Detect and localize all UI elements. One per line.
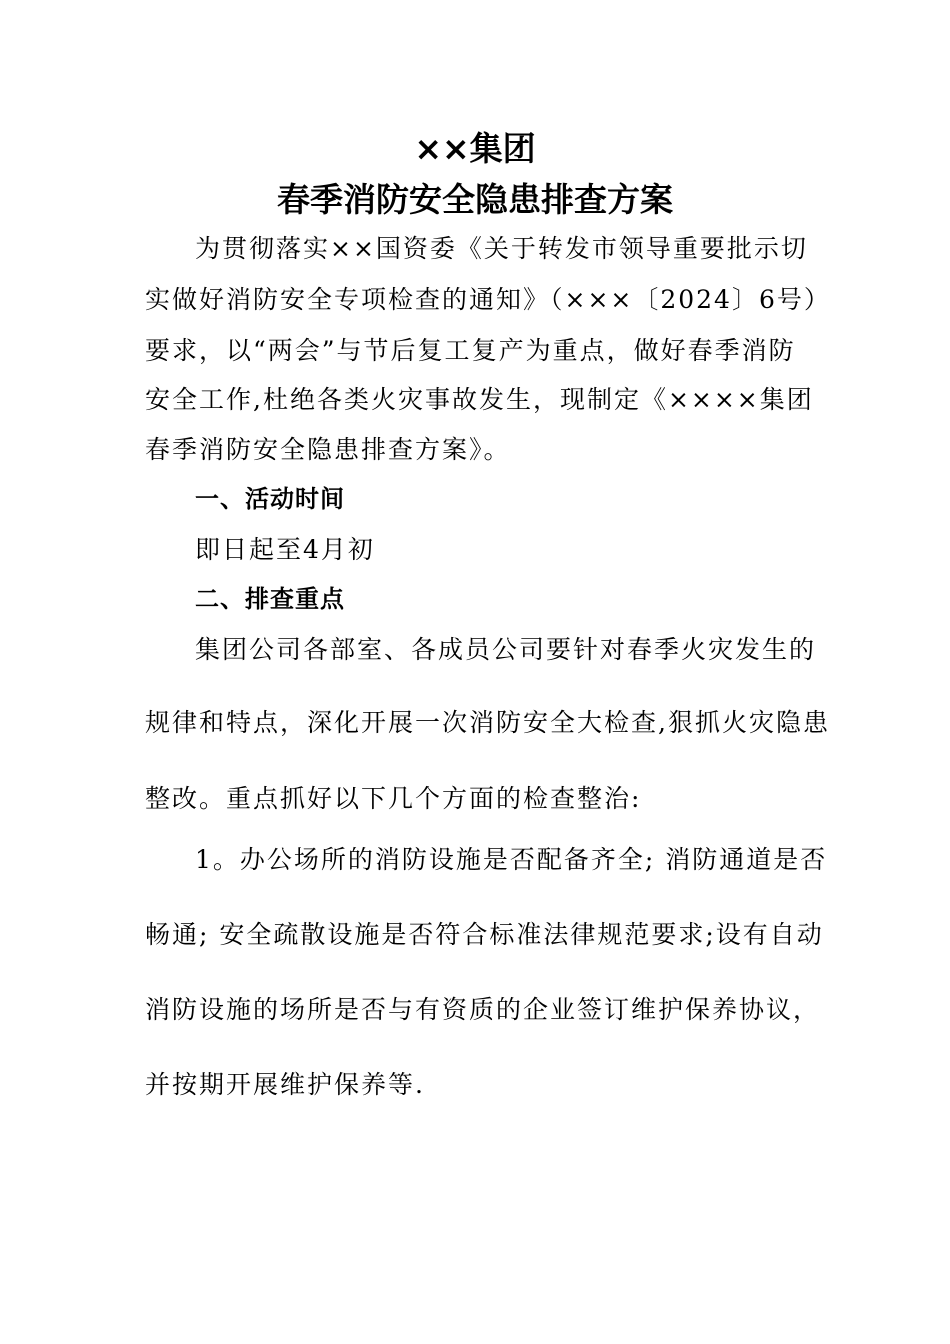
intro-line-1: 为贯彻落实××国资委《关于转发市领导重要批示切 bbox=[195, 234, 808, 263]
item1-line-4: 并按期开展维护保养等. bbox=[145, 1070, 425, 1099]
section1-body: 即日起至4月初 bbox=[195, 535, 375, 564]
section1-heading: 一、活动时间 bbox=[195, 485, 345, 513]
intro-line-2: 实做好消防安全专项检查的通知》（×××〔2024〕6号） bbox=[145, 285, 831, 314]
item1-line-1: 1。办公场所的消防设施是否配备齐全; 消防通道是否 bbox=[195, 845, 828, 874]
section2-body-line-2: 规律和特点，深化开展一次消防安全大检查,狠抓火灾隐患 bbox=[145, 708, 830, 737]
section2-body-line-3: 整改。重点抓好以下几个方面的检查整治: bbox=[145, 784, 642, 813]
item1-line-3: 消防设施的场所是否与有资质的企业签订维护保养协议， bbox=[145, 995, 821, 1024]
intro-line-5: 春季消防安全隐患排查方案》。 bbox=[145, 435, 511, 464]
intro-line-4: 安全工作,杜绝各类火灾事故发生，现制定《××××集团 bbox=[145, 385, 814, 414]
document-title-line1: ××集团 bbox=[414, 129, 536, 168]
section2-heading: 二、排查重点 bbox=[195, 585, 345, 613]
intro-line-3: 要求，以“两会”与节后复工复产为重点，做好春季消防 bbox=[145, 336, 796, 365]
section2-body-line-1: 集团公司各部室、各成员公司要针对春季火灾发生的 bbox=[195, 635, 817, 664]
document-title-line2: 春季消防安全隐患排查方案 bbox=[277, 180, 673, 219]
item1-line-2: 畅通; 安全疏散设施是否符合标准法律规范要求;设有自动 bbox=[145, 920, 824, 949]
